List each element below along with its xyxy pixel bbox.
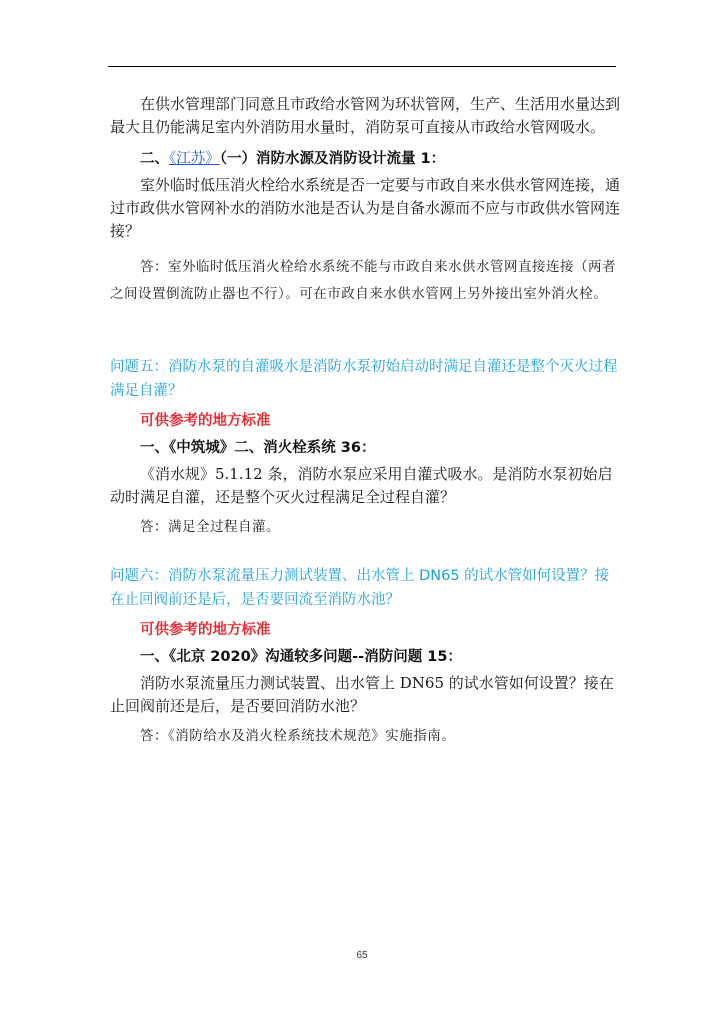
header-rule <box>108 66 616 67</box>
intro-paragraph: 在供水管理部门同意且市政给水管网为环状管网，生产、生活用水量达到最大且仍能满足室内外消防用水量时，消防泵可直接从市政给水管网吸水。 <box>110 95 621 136</box>
question5-answer: 答：满足全过程自灌。 <box>140 519 280 535</box>
question6-answer: 答：《消防给水及消火栓系统技术规范》实施指南。 <box>140 728 456 744</box>
question5-question: 《消水规》5.1.12 条，消防水泵应采用自灌式吸水。是消防水泵初始启动时满足自灌，还是整个灭火过程满足全过程自灌？ <box>110 465 613 506</box>
question6-question: 消防水泵流量压力测试装置、出水管上 DN65 的试水管如何设置？接在止回阀前还是后，是否要回消防水池？ <box>110 674 614 715</box>
heading-prefix: 二、 <box>140 151 169 167</box>
question5-reference-label: 可供参考的地方标准 <box>140 413 271 429</box>
question5-title: 问题五：消防水泵的自灌吸水是消防水泵初始启动时满足自灌还是整个灭火过程满足自灌？ <box>110 359 618 399</box>
question6-heading: 一、《北京 2020》沟通较多问题--消防问题 15： <box>140 649 462 665</box>
question5-heading: 一、《中筑城》二、消火栓系统 36： <box>140 440 376 456</box>
jiangsu-link[interactable]: 《江苏》 <box>169 151 220 167</box>
page-number: 65 <box>356 950 368 961</box>
heading-suffix: （一）消防水源及消防设计流量 1： <box>219 151 446 167</box>
jiangsu-question: 室外临时低压消火栓给水系统是否一定要与市政自来水供水管网连接，通过市政供水管网补水的消防水池是否认为是自备水源而不应与市政供水管网连接？ <box>110 176 621 240</box>
question6-reference-label: 可供参考的地方标准 <box>140 622 271 638</box>
question6-title: 问题六：消防水泵流量压力测试装置、出水管上 DN65 的试水管如何设置？接在止回阀前还是后，是否要回流至消防水池？ <box>110 568 610 608</box>
section-heading-jiangsu <box>140 148 620 171</box>
jiangsu-answer: 答：室外临时低压消火栓给水系统不能与市政自来水供水管网直接连接（两者之间设置倒流防止器也不行）。可在市政自来水供水管网上另外接出室外消火栓。 <box>110 259 616 302</box>
